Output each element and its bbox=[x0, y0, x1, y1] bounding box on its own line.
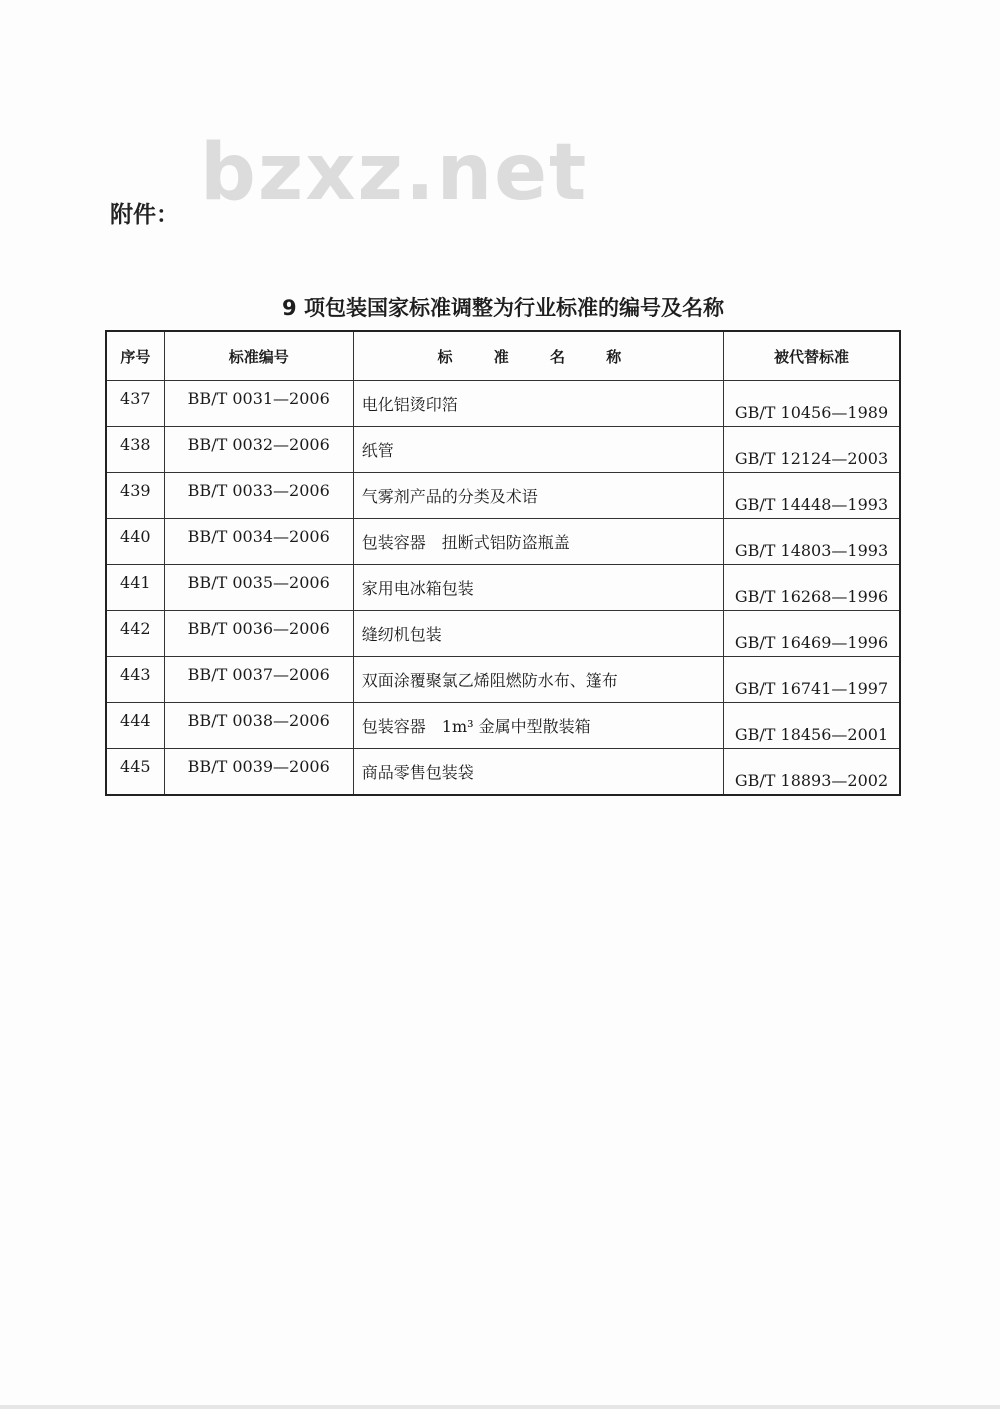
row-name: 气雾剂产品的分类及术语 bbox=[353, 473, 723, 519]
standards-table bbox=[105, 330, 901, 796]
row-replaced: GB/T 16741—1997 bbox=[723, 657, 900, 703]
table-row bbox=[106, 473, 900, 519]
row-name: 缝纫机包装 bbox=[353, 611, 723, 657]
row-no: 442 bbox=[106, 611, 164, 657]
row-name: 包装容器 1m³ 金属中型散装箱 bbox=[353, 703, 723, 749]
row-name: 商品零售包装袋 bbox=[353, 749, 723, 796]
row-replaced: GB/T 16469—1996 bbox=[723, 611, 900, 657]
table-row bbox=[106, 657, 900, 703]
watermark: bzxz.net bbox=[200, 128, 589, 218]
row-code: BB/T 0037—2006 bbox=[164, 657, 353, 703]
row-no: 438 bbox=[106, 427, 164, 473]
row-replaced: GB/T 12124—2003 bbox=[723, 427, 900, 473]
row-replaced: GB/T 10456—1989 bbox=[723, 381, 900, 427]
row-no: 441 bbox=[106, 565, 164, 611]
row-no: 437 bbox=[106, 381, 164, 427]
header-replaced: 被代替标准 bbox=[723, 331, 900, 381]
row-replaced: GB/T 14803—1993 bbox=[723, 519, 900, 565]
row-code: BB/T 0035—2006 bbox=[164, 565, 353, 611]
table-row bbox=[106, 703, 900, 749]
row-code: BB/T 0032—2006 bbox=[164, 427, 353, 473]
row-name: 双面涂覆聚氯乙烯阻燃防水布、篷布 bbox=[353, 657, 723, 703]
header-name: 标 准 名 称 bbox=[353, 331, 723, 381]
row-name: 包装容器 扭断式铝防盗瓶盖 bbox=[353, 519, 723, 565]
table-row bbox=[106, 519, 900, 565]
row-no: 440 bbox=[106, 519, 164, 565]
row-replaced: GB/T 18893—2002 bbox=[723, 749, 900, 796]
row-code: BB/T 0034—2006 bbox=[164, 519, 353, 565]
row-replaced: GB/T 16268—1996 bbox=[723, 565, 900, 611]
row-replaced: GB/T 18456—2001 bbox=[723, 703, 900, 749]
page-bottom-edge bbox=[0, 1405, 1000, 1409]
table-row bbox=[106, 565, 900, 611]
row-code: BB/T 0038—2006 bbox=[164, 703, 353, 749]
table-row bbox=[106, 611, 900, 657]
row-code: BB/T 0036—2006 bbox=[164, 611, 353, 657]
header-code: 标准编号 bbox=[164, 331, 353, 381]
page-title: 9 项包装国家标准调整为行业标准的编号及名称 bbox=[282, 296, 724, 320]
row-code: BB/T 0033—2006 bbox=[164, 473, 353, 519]
row-no: 444 bbox=[106, 703, 164, 749]
row-code: BB/T 0039—2006 bbox=[164, 749, 353, 796]
table-row bbox=[106, 427, 900, 473]
row-no: 445 bbox=[106, 749, 164, 796]
row-name: 纸管 bbox=[353, 427, 723, 473]
table-header-row bbox=[106, 331, 900, 381]
row-name: 电化铝烫印箔 bbox=[353, 381, 723, 427]
header-no: 序号 bbox=[106, 331, 164, 381]
table-row bbox=[106, 749, 900, 796]
row-no: 439 bbox=[106, 473, 164, 519]
row-code: BB/T 0031—2006 bbox=[164, 381, 353, 427]
row-no: 443 bbox=[106, 657, 164, 703]
attachment-label: 附件： bbox=[110, 202, 179, 228]
row-name: 家用电冰箱包装 bbox=[353, 565, 723, 611]
row-replaced: GB/T 14448—1993 bbox=[723, 473, 900, 519]
table-row bbox=[106, 381, 900, 427]
